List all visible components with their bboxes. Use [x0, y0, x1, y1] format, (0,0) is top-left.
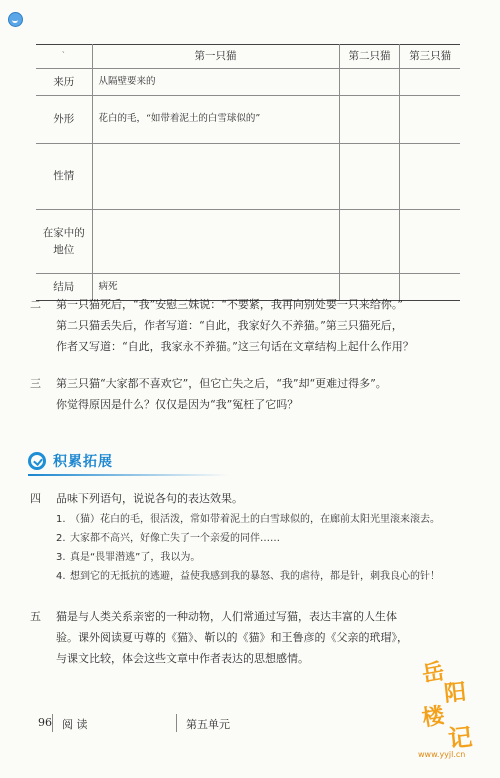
item-text: 真是“畏罪潜逃”了，我以为。	[70, 552, 201, 563]
table-cell	[400, 69, 460, 96]
watermark-char: 楼	[420, 703, 447, 732]
table-cell: 从隔壁要来的	[92, 69, 339, 96]
question-line: 验。课外阅读夏丏尊的《猫》、靳以的《猫》和王鲁彦的《父亲的玳瑁》，	[56, 631, 408, 644]
table-cell: 病死	[92, 274, 339, 301]
table-corner-cell	[36, 45, 92, 69]
footer-part: 阅 读	[62, 718, 88, 731]
list-item	[56, 529, 476, 548]
watermark-char: 记	[446, 722, 474, 754]
item-text: 想到它的无抵抗的逃避，益使我感到我的暴怒、我的虐待，都是针，刺我良心的针！	[70, 571, 440, 582]
item-number: 4.	[56, 571, 66, 582]
table-header-row	[36, 45, 460, 69]
row-label-ending: 结局	[36, 274, 92, 301]
footer-divider	[176, 714, 177, 732]
table-cell	[339, 96, 400, 144]
question-line: 第一只猫死后，“我”安慰三妹说：“不要紧，我再向别处要一只来给你。”	[56, 298, 403, 311]
watermark-char: 岳	[420, 659, 447, 688]
header-cat-2: 第二只猫	[339, 45, 400, 69]
question-line: 你觉得原因是什么？仅仅是因为“我”冤枉了它吗？	[56, 398, 299, 411]
table-row	[36, 96, 460, 144]
watermark-logo	[416, 656, 496, 766]
row-label-status: 在家中的地位	[36, 210, 92, 274]
table-row	[36, 69, 460, 96]
item-text: 大家都不高兴，好像亡失了一个亲爱的同伴……	[70, 533, 280, 544]
table-cell	[400, 144, 460, 210]
smiley-face-icon	[8, 12, 23, 27]
item-number: 2.	[56, 533, 66, 544]
table-cell	[92, 210, 339, 274]
question-2	[30, 294, 480, 357]
list-item	[56, 567, 476, 586]
question-number: 二	[30, 298, 41, 311]
watermark-char: 阳	[442, 679, 468, 708]
table-cell	[92, 144, 339, 210]
question-line: 与课文比较，体会这些文章中作者表达的思想感情。	[56, 652, 309, 665]
check-circle-icon	[28, 452, 46, 470]
list-item	[56, 548, 476, 567]
table-cell	[339, 210, 400, 274]
question-line: 第三只猫“大家都不喜欢它”，但它亡失之后，“我”却“更难过得多”。	[56, 377, 387, 390]
question-4	[30, 488, 480, 509]
section-header	[28, 448, 113, 474]
question-number: 五	[30, 610, 41, 623]
row-label-temperament: 性情	[36, 144, 92, 210]
list-item	[56, 510, 476, 529]
item-number: 3.	[56, 552, 66, 563]
question-line: 猫是与人类关系亲密的一种动物，人们常通过写猫，表达丰富的人生体	[56, 610, 397, 623]
header-cat-3: 第三只猫	[400, 45, 460, 69]
cat-comparison-table	[36, 44, 460, 301]
question-number: 三	[30, 377, 41, 390]
footer-divider	[52, 714, 53, 732]
section-underline	[28, 474, 228, 476]
question-intro: 品味下列语句，说说各句的表达效果。	[56, 492, 243, 505]
question-number: 四	[30, 492, 41, 505]
footer-unit: 第五单元	[186, 718, 230, 731]
table-cell	[400, 96, 460, 144]
table-cell	[400, 210, 460, 274]
table-row	[36, 144, 460, 210]
table-cell: 花白的毛，“如带着泥土的白雪球似的”	[92, 96, 339, 144]
watermark-url: www.yyjl.cn	[418, 750, 466, 759]
section-title: 积累拓展	[53, 454, 113, 470]
table-cell	[339, 69, 400, 96]
question-4-items	[56, 510, 476, 586]
table-cell	[339, 144, 400, 210]
header-cat-1: 第一只猫	[92, 45, 339, 69]
question-3	[30, 373, 480, 415]
row-label-origin: 来历	[36, 69, 92, 96]
question-line: 作者又写道：“自此，我家永不养猫。”这三句话在文章结构上起什么作用？	[56, 340, 414, 353]
row-label-appearance: 外形	[36, 96, 92, 144]
corner-tick-mark: `	[61, 52, 66, 63]
page-number: 96	[38, 716, 52, 729]
item-text: （猫）花白的毛，很活泼，常如带着泥土的白雪球似的，在廊前太阳光里滚来滚去。	[70, 514, 440, 525]
question-line: 第二只猫丢失后，作者写道：“自此，我家好久不养猫。”第三只猫死后，	[56, 319, 403, 332]
question-5	[30, 606, 480, 669]
item-number: 1.	[56, 514, 66, 525]
table-row	[36, 210, 460, 274]
